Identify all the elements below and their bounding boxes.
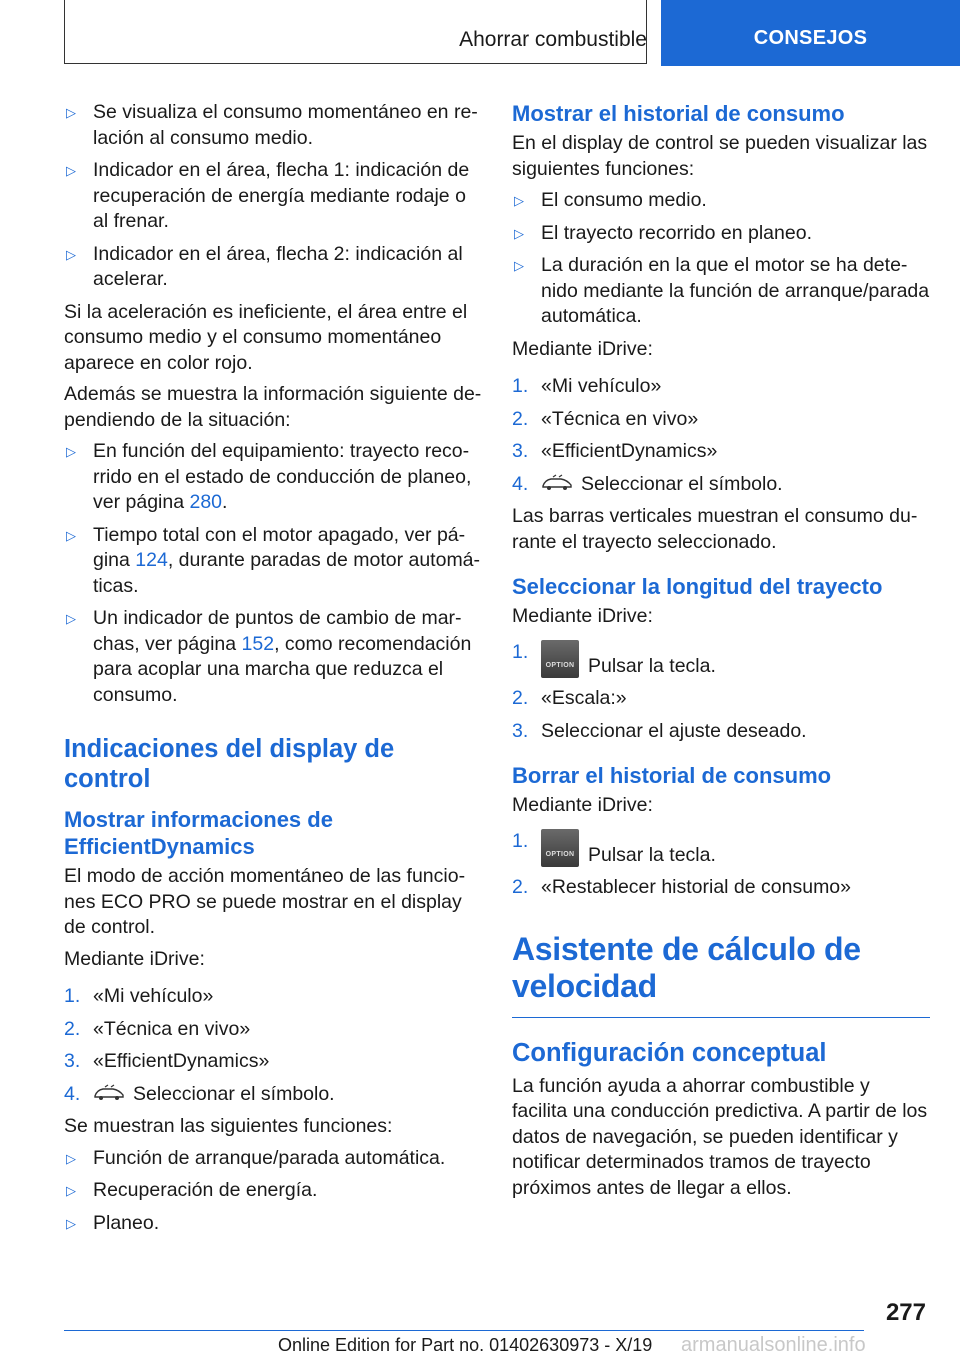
triangle-right-icon: ▷ [66, 527, 76, 543]
list-item: 1. OPTION Pulsar la tecla. [512, 829, 716, 866]
option-key-icon: OPTION [541, 640, 579, 678]
via-idrive: Mediante iDrive: [512, 794, 653, 816]
triangle-right-icon: ▷ [66, 163, 76, 178]
triangle-right-icon: ▷ [514, 225, 524, 241]
list-item: ▷ Se visualiza el consumo momentáneo en relación al consumo medio. [66, 101, 478, 149]
heading-history: Mostrar el historial de consumo [512, 101, 845, 126]
triangle-right-icon: ▷ [66, 105, 76, 120]
list-item: 2. «Técnica en vivo» [64, 1017, 251, 1040]
list-item: ▷ Tiempo total con el motor apagado, ver página 124, durante paradas de motor automáticas. [66, 523, 481, 597]
section-title: Ahorrar combustible [459, 28, 647, 51]
list-item: ▷ Indicador en el área, flecha 2: indicación al acelerar. [66, 242, 463, 290]
list-item: 4. Seleccionar el símbolo. [64, 1082, 335, 1105]
page-header [0, 0, 960, 66]
list-item: 2. «Técnica en vivo» [512, 407, 699, 430]
page-link-280[interactable]: 280 [189, 491, 223, 513]
heading-length: Seleccionar la longitud del trayecto [512, 574, 883, 599]
via-idrive: Mediante iDrive: [64, 947, 205, 970]
list-item: 1. OPTION Pulsar la tecla. [512, 640, 716, 677]
heading-divider [512, 1017, 930, 1018]
paragraph-functions: Se muestran las siguientes funciones: [64, 1115, 393, 1137]
chapter-tab[interactable]: CONSEJOS [661, 0, 960, 66]
triangle-right-icon: ▷ [66, 611, 76, 626]
list-item: 2. «Restablecer historial de consumo» [512, 876, 852, 898]
list-item: ▷ El trayecto recorrido en planeo. [512, 221, 930, 247]
triangle-right-icon: ▷ [66, 1150, 76, 1166]
triangle-right-icon: ▷ [66, 246, 76, 262]
list-item: 3. «EfficientDynamics» [64, 1050, 270, 1072]
via-idrive: Mediante iDrive: [512, 605, 653, 627]
paragraph-bars: Las barras verticales muestran el consumo durante el trayecto seleccionado. [512, 505, 918, 553]
history-steps-list [512, 374, 930, 497]
triangle-right-icon: ▷ [514, 193, 524, 208]
triangle-right-icon: ▷ [66, 1215, 76, 1231]
heading-show-info: Mostrar informaciones de EfficientDynamics [64, 807, 333, 859]
list-item: 3. «EfficientDynamics» [512, 440, 718, 462]
car-efficiency-icon [93, 1084, 125, 1102]
list-item: 1. «Mi vehículo» [64, 985, 214, 1007]
list-item: ▷ Indicador en el área, flecha 1: indicación de recuperación de energía mediante rodaje o al frenar. [66, 159, 470, 232]
page-number: 277 [885, 1299, 926, 1326]
heading-concept: Configuración conceptual [512, 1038, 827, 1067]
page-link-124[interactable]: 124 [135, 549, 168, 571]
right-column [512, 100, 930, 1207]
paragraph-red-area: Si la aceleración es ineficiente, el área entre el consumo medio y el consumo momentáneo aparece en color rojo. [64, 300, 468, 374]
paragraph-concept: La función ayuda a ahorrar combustible y facilita una conducción predictiva. A partir de los datos de navegación, se pueden identificar y notificar determinados tramos de trayecto próximos antes de llegar a ellos. [512, 1074, 928, 1199]
heading-display: Indicaciones del display de control [64, 735, 395, 793]
list-item: ▷ En función del equipamiento: trayecto recorrido en el estado de conducción de planeo, ver página 280. [66, 440, 472, 513]
car-efficiency-icon [541, 474, 573, 492]
list-item: ▷ Planeo. [64, 1211, 484, 1237]
list-item: 1. «Mi vehículo» [512, 375, 662, 397]
page-link-152[interactable]: 152 [241, 632, 275, 655]
triangle-right-icon: ▷ [66, 444, 76, 459]
list-item: ▷ La duración en la que el motor se ha detenido mediante la función de arranque/parada automática. [514, 254, 930, 327]
list-item: ▷ Función de arranque/parada automática. [64, 1146, 484, 1172]
list-item: ▷ Recuperación de energía. [64, 1178, 484, 1204]
watermark: armanualsonline.info [681, 1334, 866, 1356]
list-item: 4. Seleccionar el símbolo. [512, 472, 783, 495]
list-item: 3. Seleccionar el ajuste deseado. [512, 719, 807, 742]
paragraph-eco-pro: El modo de acción momentáneo de las funciones ECO PRO se puede mostrar en el display de control. [64, 865, 466, 938]
via-idrive: Mediante iDrive: [512, 337, 653, 360]
list-item: ▷ El consumo medio. [512, 188, 930, 214]
triangle-right-icon: ▷ [514, 258, 524, 273]
list-item: ▷ Un indicador de puntos de cambio de marchas, ver página 152, como recomendación para acoplar una marcha que reduzca el consumo. [66, 607, 472, 706]
steps-list [64, 984, 484, 1107]
option-key-icon: OPTION [541, 829, 579, 867]
triangle-right-icon: ▷ [66, 1183, 76, 1198]
list-item: 2. «Escala:» [512, 687, 627, 709]
heading-assistant: Asistente de cálculo de velocidad [512, 930, 861, 1004]
paragraph-more-info: Además se muestra la información siguiente dependiendo de la situación: [64, 383, 482, 431]
heading-delete: Borrar el historial de consumo [512, 763, 832, 788]
paragraph-history: En el display de control se pueden visualizar las siguientes funciones: [512, 132, 928, 180]
footer-divider [64, 1330, 864, 1331]
left-column [64, 100, 484, 1243]
edition-text: Online Edition for Part no. 01402630973 - X/19 [278, 1335, 653, 1355]
